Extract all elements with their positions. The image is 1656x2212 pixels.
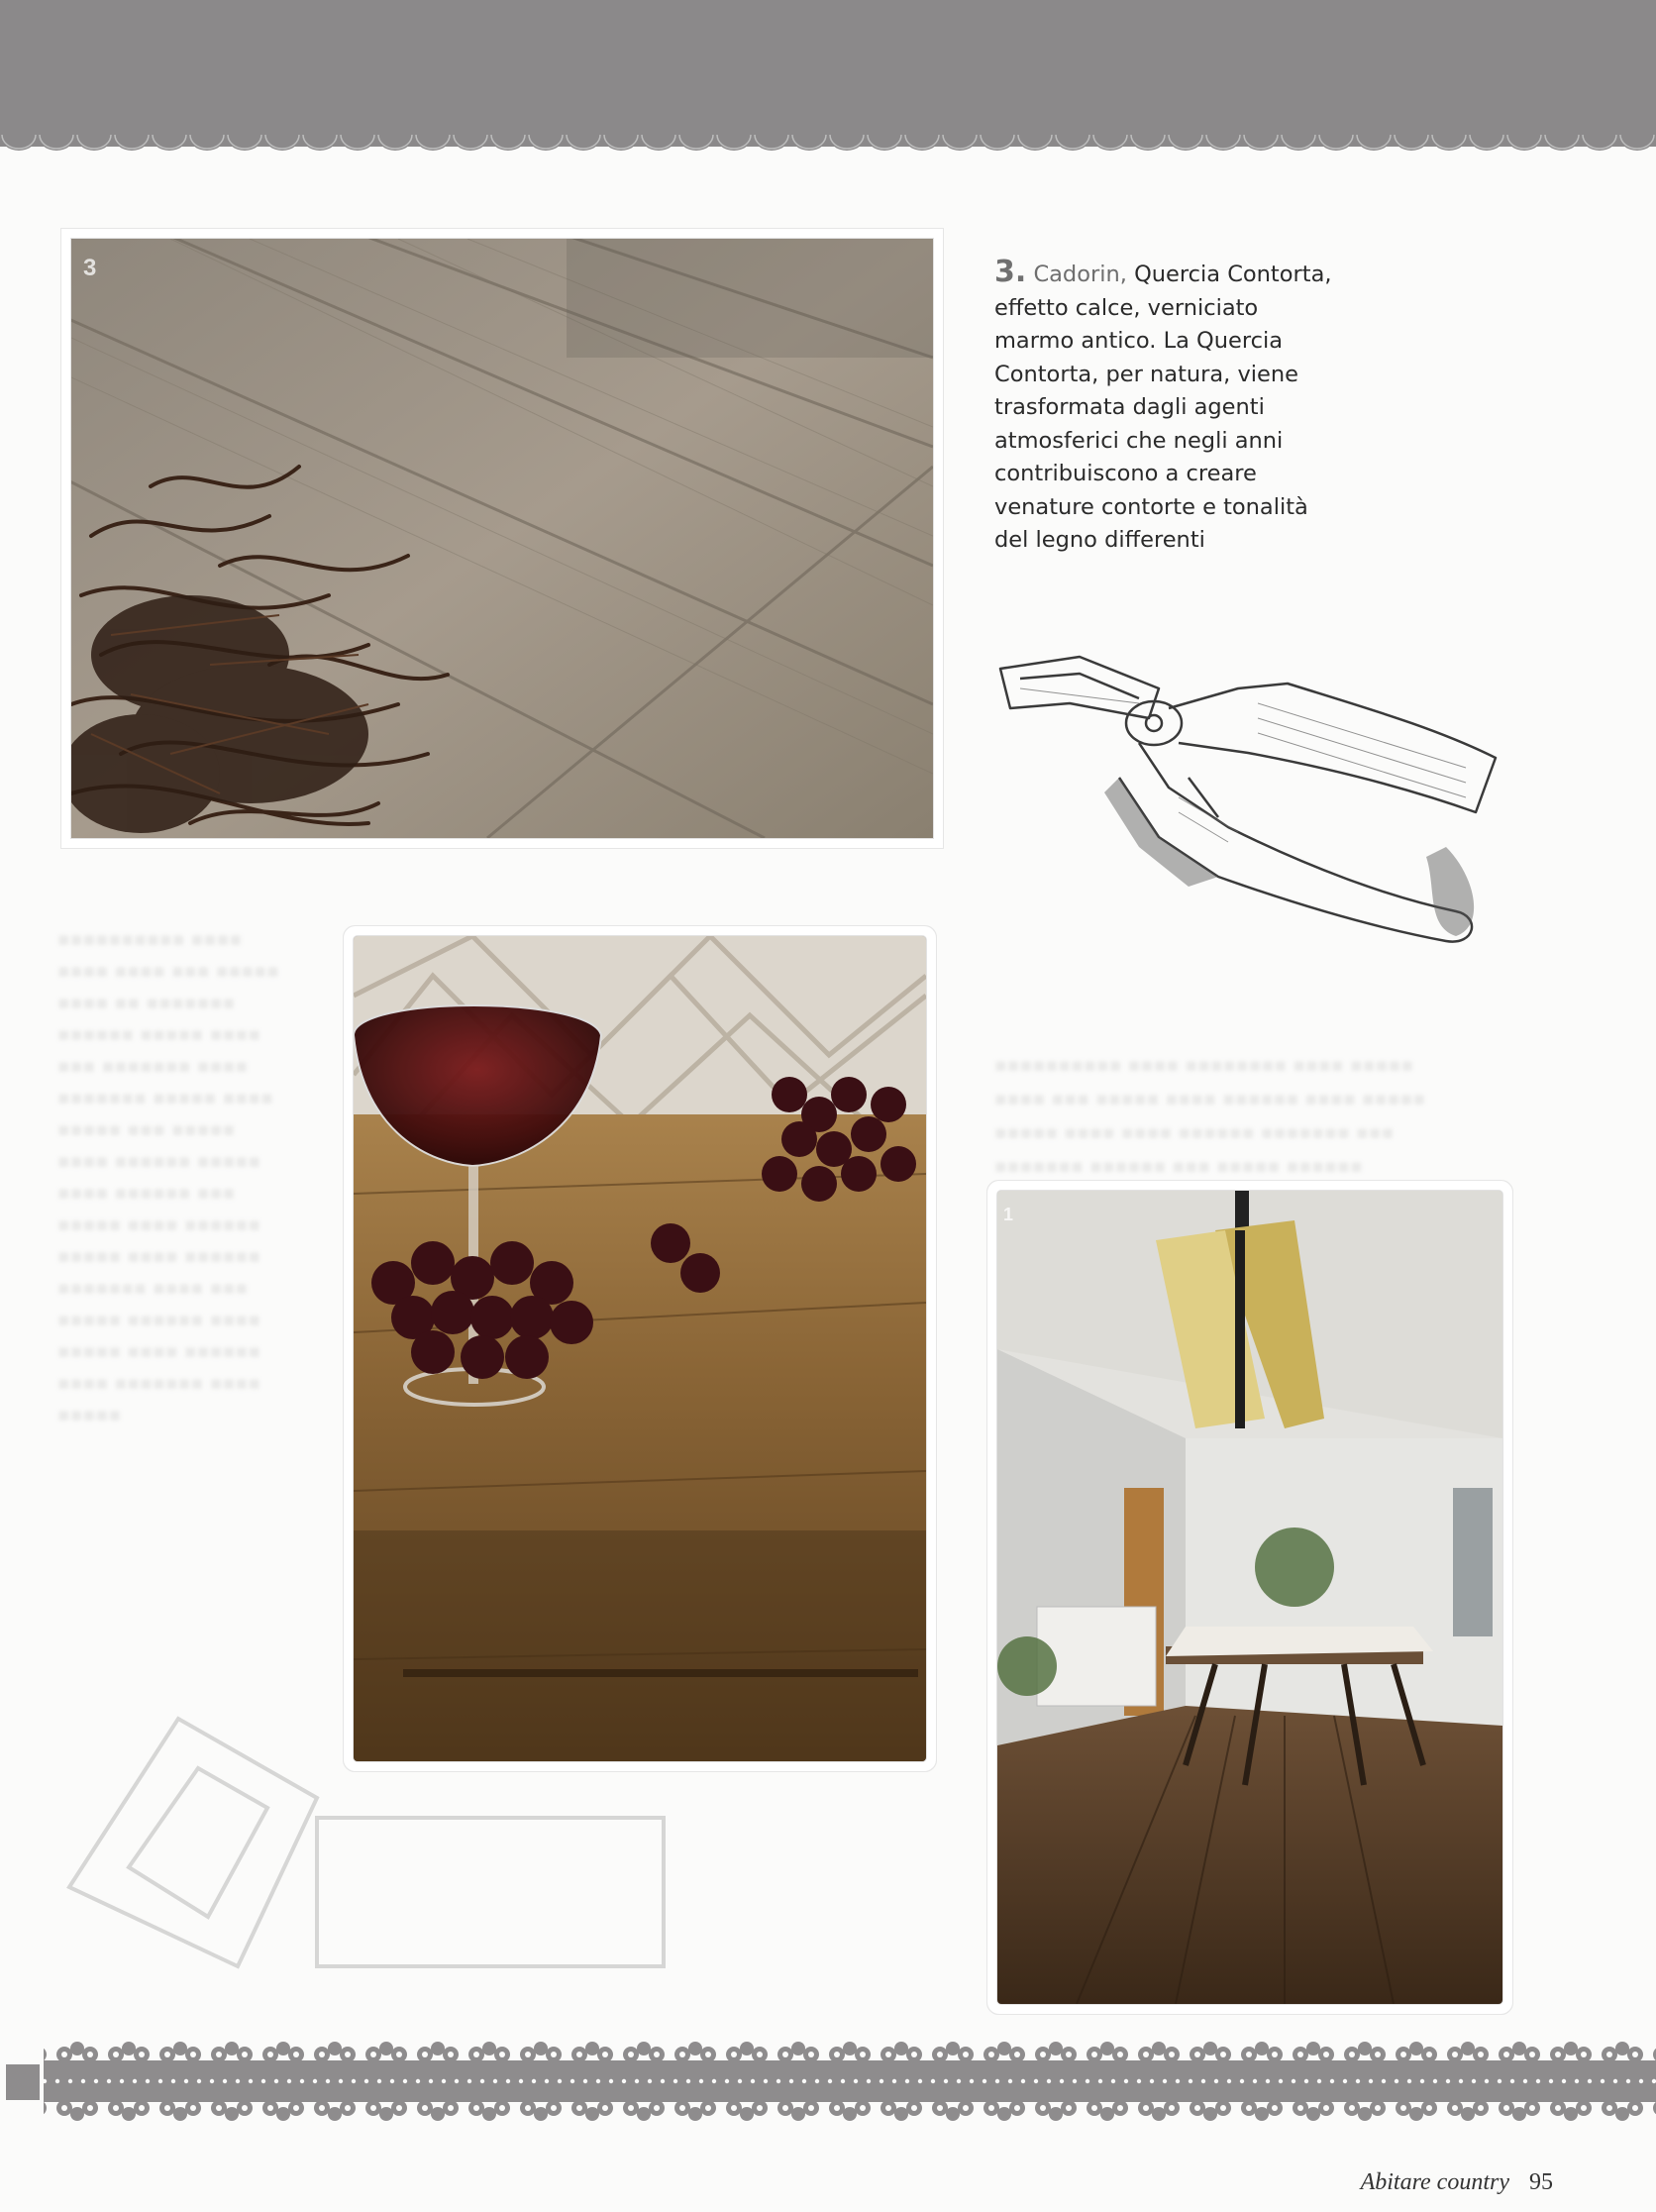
caption-cadorin	[994, 256, 1351, 558]
caption-line: contribuiscono a creare	[994, 461, 1257, 486]
top-scallop-edge	[0, 131, 1656, 155]
top-decorative-band	[0, 0, 1656, 147]
caption-line: del legno differenti	[994, 527, 1205, 553]
caption-line: marmo antico. La Quercia	[994, 328, 1284, 354]
caption-line: Contorta, per natura, viene	[994, 361, 1299, 387]
caption-line: effetto calce, verniciato	[994, 294, 1259, 321]
photo-label-1: 1	[1003, 1205, 1014, 1224]
caption-number: 3.	[994, 255, 1027, 289]
caption-line: venature contorte e tonalità	[994, 493, 1308, 520]
page-number: 95	[1529, 2169, 1553, 2195]
photo-wine-table	[354, 936, 926, 1761]
caption-line: Quercia Contorta,	[1134, 262, 1332, 287]
faded-text-left: ▪▪▪▪▪▪▪▪▪▪ ▪▪▪▪ ▪▪▪▪ ▪▪▪▪ ▪▪▪ ▪▪▪▪▪ ▪▪▪▪ ▪▪ ▪▪▪▪▪▪▪ ▪▪▪▪▪▪ ▪▪▪▪▪ ▪▪▪▪ ▪▪▪ ▪▪▪▪▪▪▪ ▪▪▪▪ ▪▪▪▪▪▪▪ ▪▪▪▪▪ ▪▪▪▪ ▪▪▪▪▪ ▪▪▪ ▪▪▪▪▪ ▪▪▪▪ ▪▪▪▪▪▪ ▪▪▪▪▪ ▪▪▪▪ ▪▪▪▪▪▪ ▪▪▪ ▪▪▪▪▪ ▪▪▪▪ ▪▪▪▪▪▪ ▪▪▪▪▪ ▪▪▪▪ ▪▪▪▪▪▪ ▪▪▪▪▪▪▪ ▪▪▪▪ ▪▪▪ ▪▪▪▪▪ ▪▪▪▪▪▪ ▪▪▪▪ ▪▪▪▪▪ ▪▪▪▪ ▪▪▪▪▪▪ ▪▪▪▪ ▪▪▪▪▪▪▪ ▪▪▪▪ ▪▪▪▪▪	[57, 928, 280, 1425]
caption-line: trasformata dagli agenti	[994, 394, 1265, 420]
photo-label-3: 3	[83, 255, 97, 281]
magazine-name: Abitare country	[1360, 2169, 1509, 2195]
pliers-illustration	[990, 649, 1515, 946]
caption-brand: Cadorin,	[1033, 262, 1127, 287]
photo-cadorin-floor	[71, 239, 933, 838]
bottom-lace-band	[0, 2041, 1656, 2122]
faded-text-right: ▪▪▪▪▪▪▪▪▪▪ ▪▪▪▪ ▪▪▪▪▪▪▪▪ ▪▪▪▪ ▪▪▪▪▪ ▪▪▪▪ ▪▪▪ ▪▪▪▪▪ ▪▪▪▪ ▪▪▪▪▪▪ ▪▪▪▪ ▪▪▪▪▪ ▪▪▪▪▪ ▪▪▪▪ ▪▪▪▪ ▪▪▪▪▪▪ ▪▪▪▪▪▪▪ ▪▪▪ ▪▪▪▪▪▪▪ ▪▪▪▪▪▪ ▪▪▪ ▪▪▪▪▪ ▪▪▪▪▪▪	[994, 1054, 1426, 1177]
page-footer	[1361, 2169, 1553, 2196]
caption-line: atmosferici che negli anni	[994, 427, 1284, 454]
photo-dining-room	[997, 1191, 1502, 2004]
faded-block-illustration	[59, 1699, 673, 1996]
